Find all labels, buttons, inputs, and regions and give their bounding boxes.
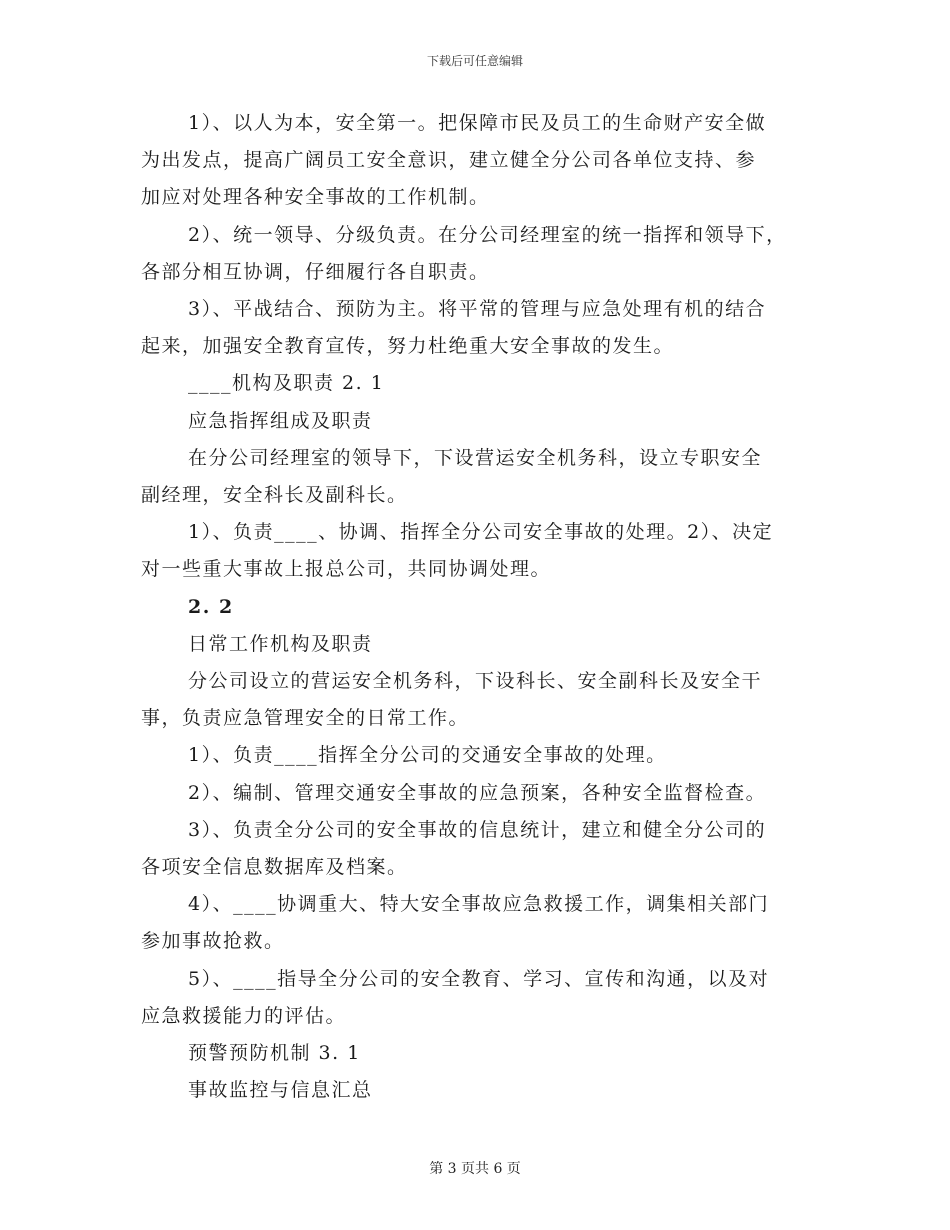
- paragraph-line: 3）、负责全分公司的安全事故的信息统计，建立和健全分公司的: [188, 818, 767, 841]
- section-heading: 应急指挥组成及职责: [188, 409, 373, 432]
- page-number: 第 3 页共 6 页: [429, 1161, 521, 1177]
- paragraph-line: 2）、统一领导、分级负责。在分公司经理室的统一指挥和领导下，: [188, 223, 787, 246]
- paragraph-line: 1）、负责____指挥全分公司的交通安全事故的处理。: [188, 744, 667, 767]
- paragraph-line: 各部分相互协调，仔细履行各自职责。: [141, 260, 490, 283]
- paragraph-line: 应急救援能力的评估。: [141, 1004, 347, 1027]
- document-body: [141, 105, 811, 1109]
- section-heading: 日常工作机构及职责: [188, 632, 373, 655]
- section-heading: ____机构及职责 2. 1: [188, 372, 385, 395]
- section-number: 2. 2: [188, 595, 234, 618]
- paragraph-line: 为出发点，提高广阔员工安全意识，建立健全分公司各单位支持、参: [141, 149, 757, 172]
- paragraph-line: 在分公司经理室的领导下，下设营运安全机务科，设立专职安全: [188, 446, 763, 469]
- paragraph-line: 加应对处理各种安全事故的工作机制。: [141, 186, 490, 209]
- paragraph-line: 3）、平战结合、预防为主。将平常的管理与应急处理有机的结合: [188, 298, 767, 321]
- paragraph-line: 各项安全信息数据库及档案。: [141, 856, 408, 879]
- paragraph-line: 参加事故抢救。: [141, 930, 285, 953]
- paragraph-line: 副经理，安全科长及副科长。: [141, 484, 408, 507]
- paragraph-line: 分公司设立的营运安全机务科，下设科长、安全副科长及安全干: [188, 670, 763, 693]
- paragraph-line: 1）、负责____、协调、指挥全分公司安全事故的处理。2）、决定: [188, 521, 774, 544]
- paragraph-line: 1）、以人为本，安全第一。把保障市民及员工的生命财产安全做: [188, 112, 767, 134]
- paragraph-line: 事，负责应急管理安全的日常工作。: [141, 707, 470, 730]
- section-heading: 事故监控与信息汇总: [188, 1079, 373, 1102]
- paragraph-line: 4）、____协调重大、特大安全事故应急救援工作，调集相关部门: [188, 893, 770, 916]
- page-header: 下载后可任意编辑: [426, 54, 523, 68]
- paragraph-line: 5）、____指导全分公司的安全教育、学习、宣传和沟通，以及对: [188, 967, 770, 990]
- paragraph-line: 起来，加强安全教育宣传，努力杜绝重大安全事故的发生。: [141, 335, 675, 358]
- paragraph-line: 对一些重大事故上报总公司，共同协调处理。: [141, 558, 552, 581]
- section-heading: 预警预防机制 3. 1: [188, 1042, 361, 1065]
- paragraph-line: 2）、编制、管理交通安全事故的应急预案，各种安全监督检查。: [188, 781, 767, 804]
